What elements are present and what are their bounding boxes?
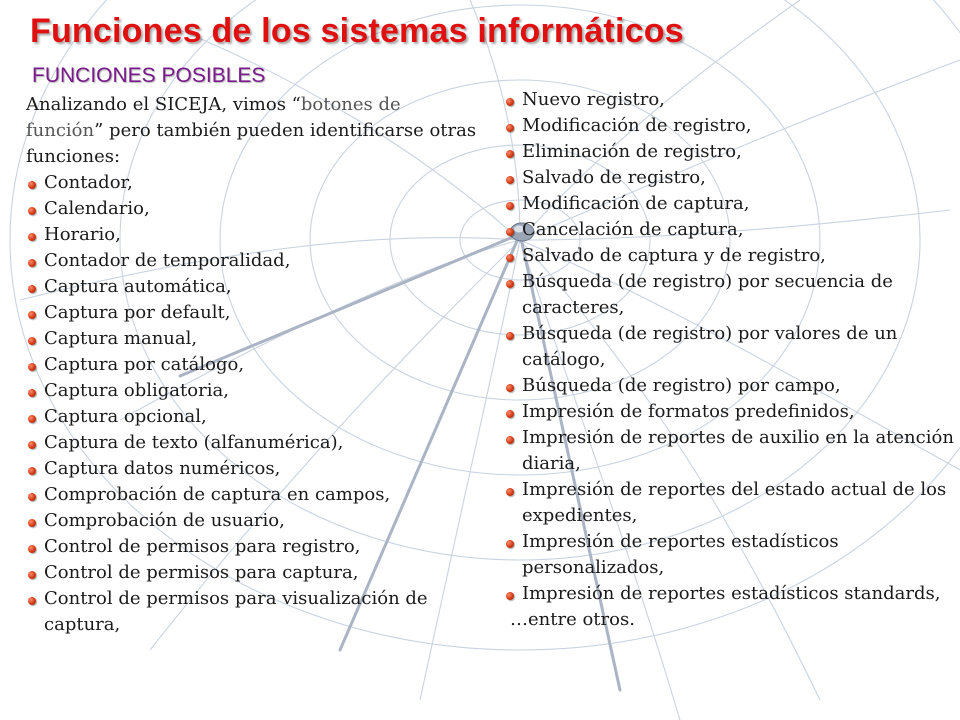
sphere-bullet-icon [28,311,36,319]
list-item: Captura de texto (alfanumérica), [26,430,481,456]
sphere-bullet-icon [28,493,36,501]
list-item: Impresión de reportes estadísticos standards, [504,581,956,607]
sphere-bullet-icon [506,150,514,158]
left-function-list [26,170,481,638]
sphere-bullet-icon [28,467,36,475]
sphere-bullet-icon [28,389,36,397]
list-item: Modificación de captura, [504,191,956,217]
sphere-bullet-icon [506,488,514,496]
list-item: Modificación de registro, [504,113,956,139]
list-item: Captura por default, [26,300,481,326]
list-item: Comprobación de captura en campos, [26,482,481,508]
sphere-bullet-icon [28,181,36,189]
sphere-bullet-icon [28,363,36,371]
list-item: Captura datos numéricos, [26,456,481,482]
sphere-bullet-icon [506,124,514,132]
slide-title: Funciones de los sistemas informáticos [30,12,684,50]
list-item: Calendario, [26,196,481,222]
list-item: Búsqueda (de registro) por secuencia de caracteres, [504,269,956,321]
sphere-bullet-icon [28,441,36,449]
list-item: Salvado de captura y de registro, [504,243,956,269]
list-item: Captura obligatoria, [26,378,481,404]
sphere-bullet-icon [506,98,514,106]
sphere-bullet-icon [28,233,36,241]
intro-keyword: botones de función [26,94,401,141]
list-item: Captura por catálogo, [26,352,481,378]
sphere-bullet-icon [506,228,514,236]
sphere-bullet-icon [28,519,36,527]
list-item: Cancelación de captura, [504,217,956,243]
sphere-bullet-icon [28,597,36,605]
sphere-bullet-icon [506,176,514,184]
list-item: Nuevo registro, [504,87,956,113]
sphere-bullet-icon [506,540,514,548]
list-item: Impresión de reportes estadísticos personalizados, [504,529,956,581]
sphere-bullet-icon [28,571,36,579]
sphere-bullet-icon [506,410,514,418]
sphere-bullet-icon [506,254,514,262]
list-item: Contador de temporalidad, [26,248,481,274]
list-item: Control de permisos para captura, [26,560,481,586]
sphere-bullet-icon [28,545,36,553]
sphere-bullet-icon [28,285,36,293]
sphere-bullet-icon [506,592,514,600]
slide-subtitle: FUNCIONES POSIBLES [32,64,266,87]
sphere-bullet-icon [28,415,36,423]
sphere-bullet-icon [506,384,514,392]
sphere-bullet-icon [506,202,514,210]
intro-text-end: ” pero también pueden identificarse otras funciones: [26,120,477,167]
list-item: Impresión de reportes del estado actual de los expedientes, [504,477,956,529]
sphere-bullet-icon [28,337,36,345]
list-item: Impresión de reportes de auxilio en la atención diaria, [504,425,956,477]
list-item: Eliminación de registro, [504,139,956,165]
left-column [26,92,481,638]
list-item: Control de permisos para visualización de captura, [26,586,481,638]
list-item: Captura manual, [26,326,481,352]
intro-text-start: Analizando el SICEJA, vimos “ [26,94,301,115]
sphere-bullet-icon [506,280,514,288]
right-column [504,87,956,633]
intro-paragraph [26,92,481,170]
list-item: Control de permisos para registro, [26,534,481,560]
list-item: Búsqueda (de registro) por campo, [504,373,956,399]
sphere-bullet-icon [28,259,36,267]
sphere-bullet-icon [506,332,514,340]
list-item: Salvado de registro, [504,165,956,191]
list-item: Horario, [26,222,481,248]
sphere-bullet-icon [506,436,514,444]
list-tail-text: …entre otros. [510,609,635,630]
right-function-list [504,87,956,607]
list-item: Captura automática, [26,274,481,300]
list-item: Contador, [26,170,481,196]
list-item: Búsqueda (de registro) por valores de un catálogo, [504,321,956,373]
sphere-bullet-icon [28,207,36,215]
list-item: Comprobación de usuario, [26,508,481,534]
list-item: Impresión de formatos predefinidos, [504,399,956,425]
list-item: Captura opcional, [26,404,481,430]
